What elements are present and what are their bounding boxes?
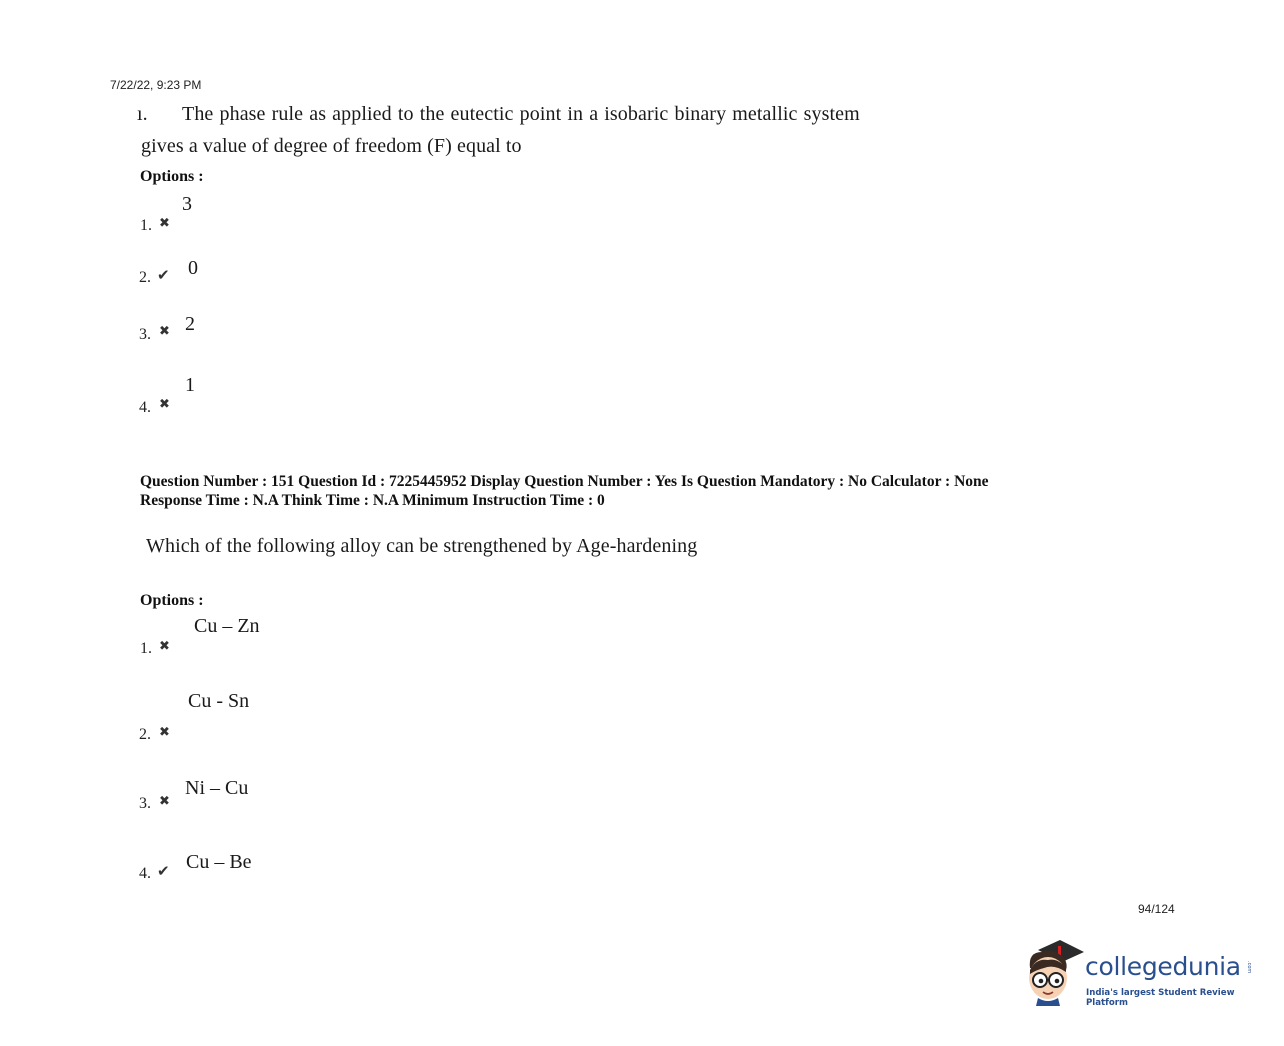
question-meta-line-2: Response Time : N.A Think Time : N.A Minimum Instruction Time : 0 (140, 492, 605, 509)
cross-icon: ✖ (159, 216, 170, 231)
check-icon: ✔ (157, 862, 170, 880)
collegedunia-logo (1024, 938, 1264, 1010)
option-value: Ni – Cu (185, 777, 249, 799)
option-value: 2 (185, 313, 195, 335)
option-number: 1. (140, 217, 152, 234)
cross-icon: ✖ (159, 397, 170, 412)
question-number-fragment: ı. (137, 103, 148, 125)
option-value: 3 (182, 193, 192, 215)
option-value: 1 (185, 374, 195, 396)
option-value: Cu – Zn (194, 615, 260, 637)
mascot-icon (1024, 938, 1086, 1006)
cross-icon: ✖ (159, 725, 170, 740)
check-icon: ✔ (157, 266, 170, 284)
option-number: 4. (139, 399, 151, 416)
question-text-line-1: The phase rule as applied to the eutectic point in a isobaric binary metallic system (182, 103, 860, 125)
options-label: Options : (140, 592, 204, 609)
question-text: Which of the following alloy can be strengthened by Age-hardening (146, 535, 698, 557)
logo-tagline: India's largest Student Review Platform (1086, 988, 1235, 1008)
option-number: 2. (139, 726, 151, 743)
option-value: 0 (188, 257, 198, 279)
page-number: 94/124 (1138, 902, 1175, 916)
option-number: 3. (139, 795, 151, 812)
print-timestamp: 7/22/22, 9:23 PM (110, 78, 202, 92)
question-text-line-2: gives a value of degree of freedom (F) equal to (141, 135, 522, 157)
option-value: Cu - Sn (188, 690, 250, 712)
options-label: Options : (140, 168, 204, 185)
option-number: 1. (140, 640, 152, 657)
option-number: 2. (139, 269, 151, 286)
cross-icon: ✖ (159, 324, 170, 339)
option-number: 3. (139, 326, 151, 343)
cross-icon: ✖ (159, 639, 170, 654)
logo-wordmark: collegedunia (1085, 952, 1241, 981)
option-number: 4. (139, 865, 151, 882)
cross-icon: ✖ (159, 794, 170, 809)
logo-dotcom: .com (1246, 961, 1252, 974)
option-value: Cu – Be (186, 851, 252, 873)
question-meta-line-1: Question Number : 151 Question Id : 7225445952 Display Question Number : Yes Is Question Mandatory : No Calculator : None (140, 473, 989, 490)
